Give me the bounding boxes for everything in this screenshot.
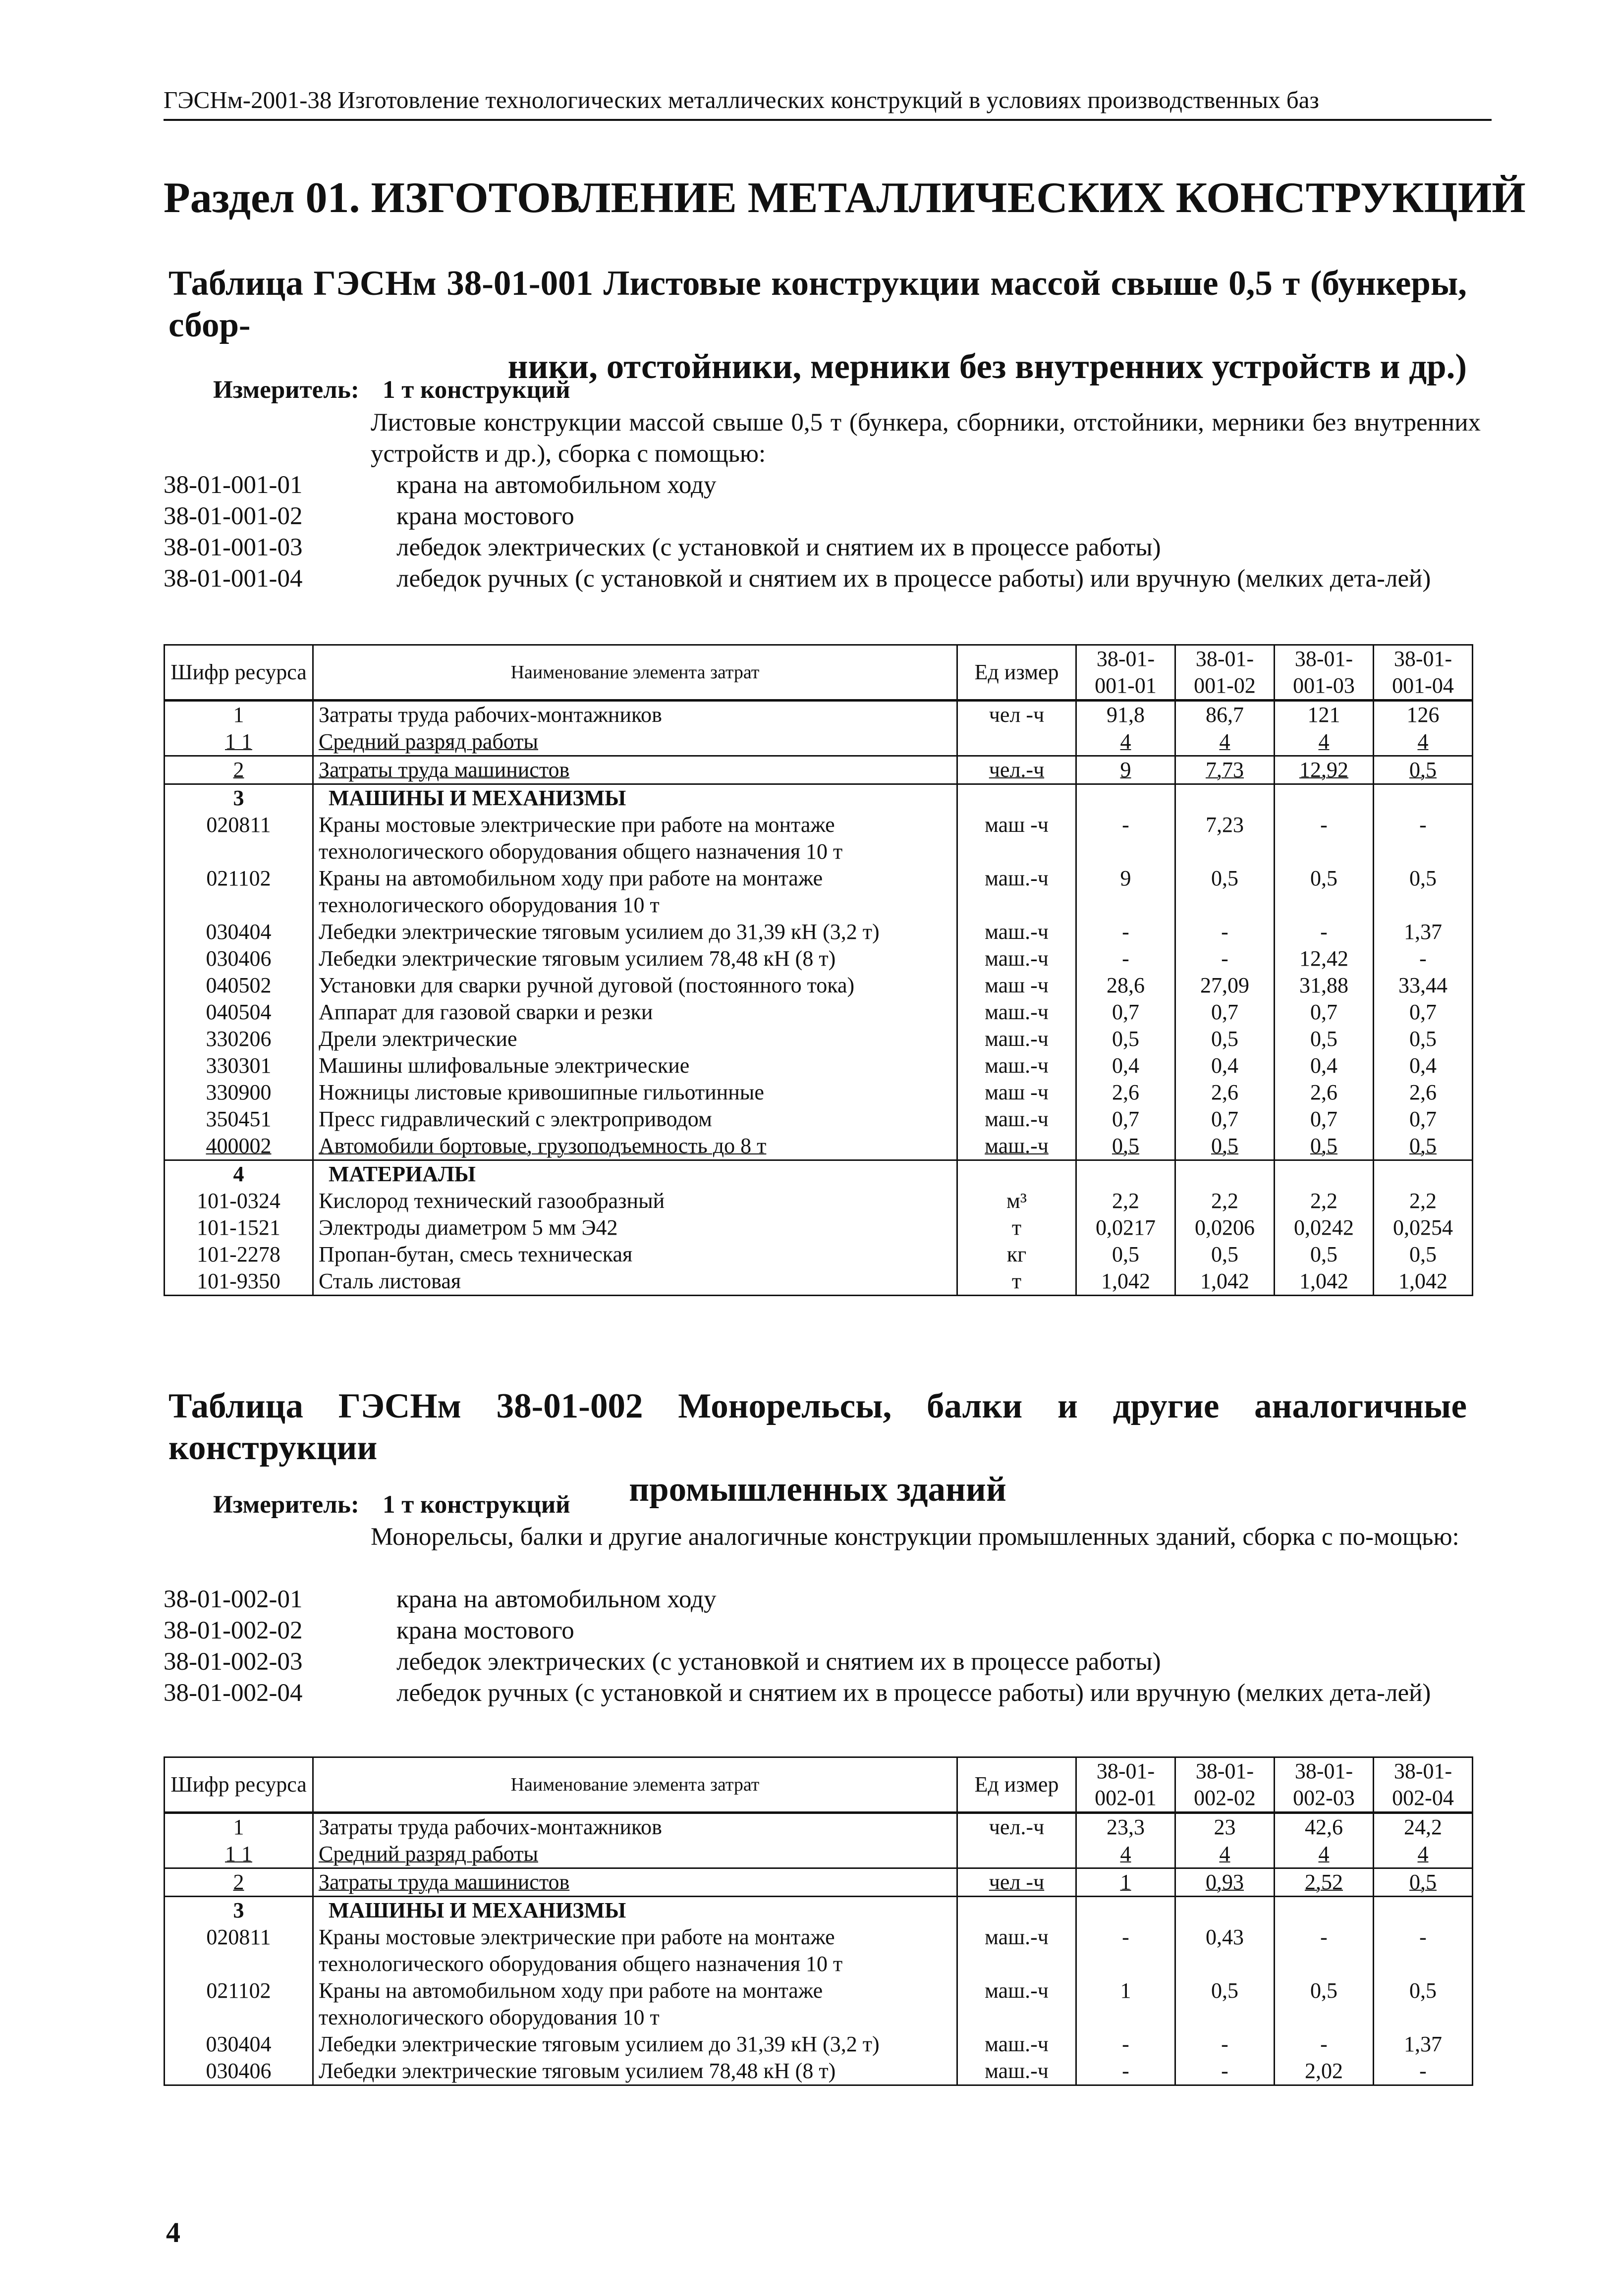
table-row	[165, 812, 1473, 865]
norm-code: 38-01-002-04	[164, 1679, 303, 1707]
table-1-meter	[213, 374, 570, 406]
resource-code: 021102	[165, 865, 313, 919]
norm-description: крана мостового	[396, 502, 574, 530]
norm-value: 0,7	[1175, 999, 1275, 1026]
norm-value: -	[1076, 2031, 1175, 2058]
resource-code: 350451	[165, 1106, 313, 1133]
norm-value: 1,37	[1374, 2031, 1473, 2058]
resource-code: 101-2278	[165, 1241, 313, 1268]
code-list-item	[164, 563, 1482, 595]
norm-value: 2,2	[1275, 1188, 1374, 1214]
norm-value: 0,7	[1374, 1106, 1473, 1133]
norm-value: 42,6	[1275, 1813, 1374, 1841]
norm-code: 38-01-001-01	[164, 471, 303, 499]
header-code: Шифр ресурса	[165, 645, 313, 701]
norm-value: 91,8	[1076, 701, 1175, 729]
unit: маш.-ч	[957, 1052, 1076, 1079]
norm-code: 38-01-002-03	[164, 1648, 303, 1676]
norm-value: 27,09	[1175, 972, 1275, 999]
norm-value: 0,5	[1374, 1977, 1473, 2031]
norm-value: 0,0217	[1076, 1214, 1175, 1241]
norm-value	[1175, 1897, 1275, 1924]
norm-value: 0,5	[1175, 1241, 1275, 1268]
norm-value: 1	[1076, 1977, 1175, 2031]
unit: маш.-ч	[957, 1106, 1076, 1133]
table-1-intro: Листовые конструкции массой свыше 0,5 т (бункера, сборники, отстойники, мерники без внутренних устройств и др.), сборка с помощью:	[371, 409, 1481, 468]
norm-value	[1175, 784, 1275, 812]
table-row	[165, 945, 1473, 972]
norm-description: лебедок ручных (с установкой и снятием их в процессе работы) или вручную (мелких дета-лей)	[396, 1679, 1431, 1707]
norm-value: -	[1076, 1924, 1175, 1977]
norm-value	[1275, 784, 1374, 812]
table-row	[165, 999, 1473, 1026]
table-row	[165, 756, 1473, 784]
cost-element-name: Краны на автомобильном ходу при работе на монтаже технологического оборудования 10 т	[313, 865, 957, 919]
norm-value: -	[1175, 945, 1275, 972]
norm-value: 86,7	[1175, 701, 1275, 729]
unit: чел.-ч	[957, 756, 1076, 784]
norm-value: 1,042	[1374, 1268, 1473, 1296]
norm-value: -	[1374, 812, 1473, 865]
norm-value: 0,5	[1374, 1241, 1473, 1268]
header-norm-code: 38-01-001-02	[1175, 645, 1275, 701]
norm-value: 0,5	[1374, 756, 1473, 784]
resource-code: 330301	[165, 1052, 313, 1079]
norm-table-1	[164, 644, 1473, 1296]
unit: кг	[957, 1241, 1076, 1268]
page-number: 4	[166, 2216, 180, 2248]
unit: маш.-ч	[957, 1133, 1076, 1160]
cost-element-name: Пресс гидравлический с электроприводом	[313, 1106, 957, 1133]
norm-value: -	[1374, 1924, 1473, 1977]
table-2-meter	[213, 1489, 570, 1521]
unit: чел -ч	[957, 701, 1076, 729]
norm-value: 0,5	[1275, 1977, 1374, 2031]
norm-value: 0,5	[1076, 1133, 1175, 1160]
norm-value: 0,5	[1275, 1241, 1374, 1268]
norm-value: 0,7	[1175, 1106, 1275, 1133]
norm-value	[1374, 1160, 1473, 1188]
norm-value: 0,5	[1076, 1241, 1175, 1268]
norm-value: 0,5	[1175, 1977, 1275, 2031]
header-code: Шифр ресурса	[165, 1757, 313, 1813]
code-list-item	[164, 501, 1482, 532]
meter-label: Измеритель:	[213, 376, 359, 404]
norm-value: -	[1275, 919, 1374, 945]
norm-description: крана на автомобильном ходу	[396, 1585, 717, 1613]
table-row	[165, 1106, 1473, 1133]
norm-value: 7,73	[1175, 756, 1275, 784]
norm-value: 0,5	[1275, 865, 1374, 919]
resource-code: 1	[165, 1813, 313, 1841]
norm-value: 33,44	[1374, 972, 1473, 999]
cost-element-name: Средний разряд работы	[313, 1841, 957, 1868]
norm-value: 12,42	[1275, 945, 1374, 972]
unit: маш -ч	[957, 812, 1076, 865]
table-row	[165, 1268, 1473, 1296]
norm-value: -	[1175, 2058, 1275, 2085]
norm-value: 0,5	[1374, 1026, 1473, 1052]
cost-element-name: Средний разряд работы	[313, 728, 957, 756]
table-row	[165, 728, 1473, 756]
unit: маш.-ч	[957, 919, 1076, 945]
norm-value: 0,5	[1175, 1026, 1275, 1052]
norm-value	[1076, 1160, 1175, 1188]
cost-element-name: Лебедки электрические тяговым усилием 78,48 кН (8 т)	[313, 2058, 957, 2085]
norm-value: 0,5	[1076, 1026, 1175, 1052]
resource-code: 1 1	[165, 728, 313, 756]
norm-value: 4	[1175, 1841, 1275, 1868]
norm-value: 31,88	[1275, 972, 1374, 999]
norm-value: 23,3	[1076, 1813, 1175, 1841]
cost-element-name: Краны мостовые электрические при работе на монтаже технологического оборудования общего назначения 10 т	[313, 1924, 957, 1977]
norm-value: 0,5	[1275, 1026, 1374, 1052]
norm-code: 38-01-001-03	[164, 534, 303, 561]
norm-code: 38-01-002-02	[164, 1617, 303, 1644]
norm-value: 0,43	[1175, 1924, 1275, 1977]
norm-value: 9	[1076, 756, 1175, 784]
header-norm-code: 38-01-002-01	[1076, 1757, 1175, 1813]
cost-element-name: Кислород технический газообразный	[313, 1188, 957, 1214]
cost-element-name: Сталь листовая	[313, 1268, 957, 1296]
norm-value	[1374, 784, 1473, 812]
norm-value: 2,2	[1374, 1188, 1473, 1214]
norm-value: -	[1076, 812, 1175, 865]
table-row	[165, 2058, 1473, 2085]
cost-element-name: Краны на автомобильном ходу при работе на монтаже технологического оборудования 10 т	[313, 1977, 957, 2031]
table-1-title-line-1: Таблица ГЭСНм 38-01-001 Листовые конструкции массой свыше 0,5 т (бункеры, сбор-	[168, 264, 1467, 344]
table-row	[165, 1241, 1473, 1268]
table-row	[165, 701, 1473, 729]
cost-element-name: Лебедки электрические тяговым усилием до 31,39 кН (3,2 т)	[313, 919, 957, 945]
meter-label: Измеритель:	[213, 1491, 359, 1519]
norm-value	[1076, 1897, 1175, 1924]
meter-value: 1 т конструкций	[383, 1491, 570, 1519]
resource-code: 040504	[165, 999, 313, 1026]
unit: м³	[957, 1188, 1076, 1214]
norm-value: 0,5	[1275, 1133, 1374, 1160]
table-2-title-line-2: промышленных зданий	[629, 1470, 1006, 1509]
norm-value	[1275, 1897, 1374, 1924]
unit: чел -ч	[957, 1868, 1076, 1897]
norm-value: 0,4	[1275, 1052, 1374, 1079]
norm-description: крана мостового	[396, 1617, 574, 1644]
table-row	[165, 1133, 1473, 1160]
table-2-title-line-1: Таблица ГЭСНм 38-01-002 Монорельсы, балки и другие аналогичные конструкции	[168, 1387, 1467, 1467]
norm-value: 0,93	[1175, 1868, 1275, 1897]
resource-code: 330206	[165, 1026, 313, 1052]
table-row	[165, 919, 1473, 945]
resource-code: 1	[165, 701, 313, 729]
unit	[957, 1841, 1076, 1868]
norm-value: 0,5	[1175, 865, 1275, 919]
norm-description: лебедок электрических (с установкой и снятием их в процессе работы)	[396, 1648, 1161, 1676]
running-head: ГЭСНм-2001-38 Изготовление технологических металлических конструкций в условиях производственных баз	[164, 84, 1492, 121]
norm-value: -	[1076, 919, 1175, 945]
table-header-row	[165, 645, 1473, 701]
norm-value: -	[1374, 2058, 1473, 2085]
norm-table-2	[164, 1756, 1473, 2086]
norm-value: 0,4	[1076, 1052, 1175, 1079]
norm-description: лебедок электрических (с установкой и снятием их в процессе работы)	[396, 534, 1161, 561]
resource-code: 4	[165, 1160, 313, 1188]
table-row	[165, 865, 1473, 919]
norm-value: -	[1076, 945, 1175, 972]
norm-value	[1275, 1160, 1374, 1188]
norm-description: крана на автомобильном ходу	[396, 471, 717, 499]
resource-code: 030404	[165, 919, 313, 945]
norm-value: -	[1076, 2058, 1175, 2085]
resource-code: 030406	[165, 2058, 313, 2085]
norm-value: 1,042	[1175, 1268, 1275, 1296]
norm-value: 2,2	[1175, 1188, 1275, 1214]
resource-code: 2	[165, 756, 313, 784]
norm-value: 0,0242	[1275, 1214, 1374, 1241]
cost-element-name: Лебедки электрические тяговым усилием до 31,39 кН (3,2 т)	[313, 2031, 957, 2058]
norm-code: 38-01-002-01	[164, 1585, 303, 1613]
norm-value: 4	[1374, 1841, 1473, 1868]
code-list-item	[164, 532, 1482, 563]
resource-code: 3	[165, 1897, 313, 1924]
norm-value: 2,52	[1275, 1868, 1374, 1897]
norm-value: 12,92	[1275, 756, 1374, 784]
unit: маш.-ч	[957, 2058, 1076, 2085]
norm-value	[1076, 784, 1175, 812]
code-list-item	[164, 470, 1482, 501]
code-list-item	[164, 1584, 1482, 1615]
norm-value: 0,7	[1374, 999, 1473, 1026]
table-row	[165, 2031, 1473, 2058]
resource-code: 400002	[165, 1133, 313, 1160]
cost-element-name: МАТЕРИАЛЫ	[313, 1160, 957, 1188]
norm-value: 0,5	[1374, 1133, 1473, 1160]
resource-code: 020811	[165, 1924, 313, 1977]
norm-value: 0,4	[1175, 1052, 1275, 1079]
unit: т	[957, 1214, 1076, 1241]
norm-value: 126	[1374, 701, 1473, 729]
resource-code: 1 1	[165, 1841, 313, 1868]
cost-element-name: Лебедки электрические тяговым усилием 78,48 кН (8 т)	[313, 945, 957, 972]
table-group-row	[165, 784, 1473, 812]
unit: маш.-ч	[957, 865, 1076, 919]
norm-value: -	[1175, 919, 1275, 945]
resource-code: 101-9350	[165, 1268, 313, 1296]
resource-code: 3	[165, 784, 313, 812]
norm-value: 23	[1175, 1813, 1275, 1841]
unit: маш.-ч	[957, 2031, 1076, 2058]
norm-value: 2,02	[1275, 2058, 1374, 2085]
norm-value: 28,6	[1076, 972, 1175, 999]
resource-code: 2	[165, 1868, 313, 1897]
norm-value: 0,7	[1275, 1106, 1374, 1133]
table-row	[165, 1977, 1473, 2031]
table-1-title	[168, 263, 1467, 387]
header-norm-code: 38-01-001-01	[1076, 645, 1175, 701]
code-list-item	[164, 1678, 1482, 1709]
cost-element-name: Затраты труда машинистов	[313, 756, 957, 784]
table-group-row	[165, 1897, 1473, 1924]
unit: т	[957, 1268, 1076, 1296]
norm-value: 2,2	[1076, 1188, 1175, 1214]
table-row	[165, 1868, 1473, 1897]
header-norm-code: 38-01-002-02	[1175, 1757, 1275, 1813]
norm-value: 0,7	[1275, 999, 1374, 1026]
unit	[957, 1160, 1076, 1188]
norm-value	[1175, 1160, 1275, 1188]
norm-value: 1,042	[1275, 1268, 1374, 1296]
norm-value: 4	[1275, 728, 1374, 756]
cost-element-name: Пропан-бутан, смесь техническая	[313, 1241, 957, 1268]
cost-element-name: Автомобили бортовые, грузоподъемность до 8 т	[313, 1133, 957, 1160]
norm-value: 2,6	[1374, 1079, 1473, 1106]
cost-element-name: МАШИНЫ И МЕХАНИЗМЫ	[313, 1897, 957, 1924]
unit	[957, 1897, 1076, 1924]
norm-value	[1374, 1897, 1473, 1924]
norm-value: 4	[1175, 728, 1275, 756]
resource-code: 101-0324	[165, 1188, 313, 1214]
table-row	[165, 1188, 1473, 1214]
norm-value: 121	[1275, 701, 1374, 729]
table-1-code-list	[164, 470, 1482, 595]
header-unit: Ед измер	[957, 1757, 1076, 1813]
unit: чел.-ч	[957, 1813, 1076, 1841]
norm-value: 0,4	[1374, 1052, 1473, 1079]
header-norm-code: 38-01-002-03	[1275, 1757, 1374, 1813]
cost-element-name: МАШИНЫ И МЕХАНИЗМЫ	[313, 784, 957, 812]
resource-code: 040502	[165, 972, 313, 999]
unit: маш -ч	[957, 1079, 1076, 1106]
table-2-code-list	[164, 1584, 1482, 1709]
unit: маш.-ч	[957, 999, 1076, 1026]
norm-value: 0,7	[1076, 999, 1175, 1026]
resource-code: 020811	[165, 812, 313, 865]
resource-code: 101-1521	[165, 1214, 313, 1241]
table-header-row	[165, 1757, 1473, 1813]
norm-value: -	[1275, 812, 1374, 865]
table-row	[165, 1052, 1473, 1079]
cost-element-name: Затраты труда рабочих-монтажников	[313, 701, 957, 729]
norm-value: 0,7	[1076, 1106, 1175, 1133]
table-row	[165, 1214, 1473, 1241]
unit: маш.-ч	[957, 945, 1076, 972]
norm-value: 4	[1275, 1841, 1374, 1868]
norm-code: 38-01-001-02	[164, 502, 303, 530]
cost-element-name: Краны мостовые электрические при работе на монтаже технологического оборудования общего назначения 10 т	[313, 812, 957, 865]
norm-code: 38-01-001-04	[164, 565, 303, 593]
norm-value: 0,0254	[1374, 1214, 1473, 1241]
cost-element-name: Установки для сварки ручной дуговой (постоянного тока)	[313, 972, 957, 999]
norm-value: 0,5	[1175, 1133, 1275, 1160]
norm-value: 1,042	[1076, 1268, 1175, 1296]
norm-value: -	[1374, 945, 1473, 972]
unit: маш -ч	[957, 972, 1076, 999]
resource-code: 330900	[165, 1079, 313, 1106]
norm-value: 2,6	[1076, 1079, 1175, 1106]
norm-value: 2,6	[1175, 1079, 1275, 1106]
norm-value: 2,6	[1275, 1079, 1374, 1106]
table-1-title-line-2: ники, отстойники, мерники без внутренних устройств и др.)	[507, 347, 1467, 386]
header-norm-code: 38-01-002-04	[1374, 1757, 1473, 1813]
table-row	[165, 1924, 1473, 1977]
header-norm-code: 38-01-001-04	[1374, 645, 1473, 701]
cost-element-name: Затраты труда рабочих-монтажников	[313, 1813, 957, 1841]
norm-value: 1,37	[1374, 919, 1473, 945]
header-name: Наименование элемента затрат	[313, 645, 957, 701]
cost-element-name: Аппарат для газовой сварки и резки	[313, 999, 957, 1026]
cost-element-name: Электроды диаметром 5 мм Э42	[313, 1214, 957, 1241]
norm-description: лебедок ручных (с установкой и снятием их в процессе работы) или вручную (мелких дета-лей)	[396, 565, 1431, 593]
table-row	[165, 1026, 1473, 1052]
norm-value: -	[1275, 2031, 1374, 2058]
unit: маш.-ч	[957, 1026, 1076, 1052]
norm-value: 4	[1076, 728, 1175, 756]
table-row	[165, 1841, 1473, 1868]
cost-element-name: Машины шлифовальные электрические	[313, 1052, 957, 1079]
cost-element-name: Ножницы листовые кривошипные гильотинные	[313, 1079, 957, 1106]
cost-element-name: Дрели электрические	[313, 1026, 957, 1052]
norm-value: 7,23	[1175, 812, 1275, 865]
norm-value: -	[1275, 1924, 1374, 1977]
norm-value: 24,2	[1374, 1813, 1473, 1841]
table-row	[165, 1079, 1473, 1106]
norm-value: 9	[1076, 865, 1175, 919]
unit: маш.-ч	[957, 1924, 1076, 1977]
resource-code: 030404	[165, 2031, 313, 2058]
table-row	[165, 1813, 1473, 1841]
table-2-intro: Монорельсы, балки и другие аналогичные конструкции промышленных зданий, сборка с по-мощью:	[371, 1523, 1459, 1551]
norm-value: 0,0206	[1175, 1214, 1275, 1241]
unit: маш.-ч	[957, 1977, 1076, 2031]
norm-value: 0,5	[1374, 1868, 1473, 1897]
resource-code: 021102	[165, 1977, 313, 2031]
norm-value: -	[1175, 2031, 1275, 2058]
cost-element-name: Затраты труда машинистов	[313, 1868, 957, 1897]
norm-value: 1	[1076, 1868, 1175, 1897]
unit	[957, 784, 1076, 812]
meter-value: 1 т конструкций	[383, 376, 570, 404]
header-norm-code: 38-01-001-03	[1275, 645, 1374, 701]
table-group-row	[165, 1160, 1473, 1188]
resource-code: 030406	[165, 945, 313, 972]
section-title: Раздел 01. ИЗГОТОВЛЕНИЕ МЕТАЛЛИЧЕСКИХ КОНСТРУКЦИЙ	[164, 174, 1526, 222]
norm-value: 0,5	[1374, 865, 1473, 919]
norm-value: 4	[1076, 1841, 1175, 1868]
unit	[957, 728, 1076, 756]
code-list-item	[164, 1646, 1482, 1678]
norm-value: 4	[1374, 728, 1473, 756]
table-row	[165, 972, 1473, 999]
code-list-item	[164, 1615, 1482, 1646]
header-name: Наименование элемента затрат	[313, 1757, 957, 1813]
header-unit: Ед измер	[957, 645, 1076, 701]
